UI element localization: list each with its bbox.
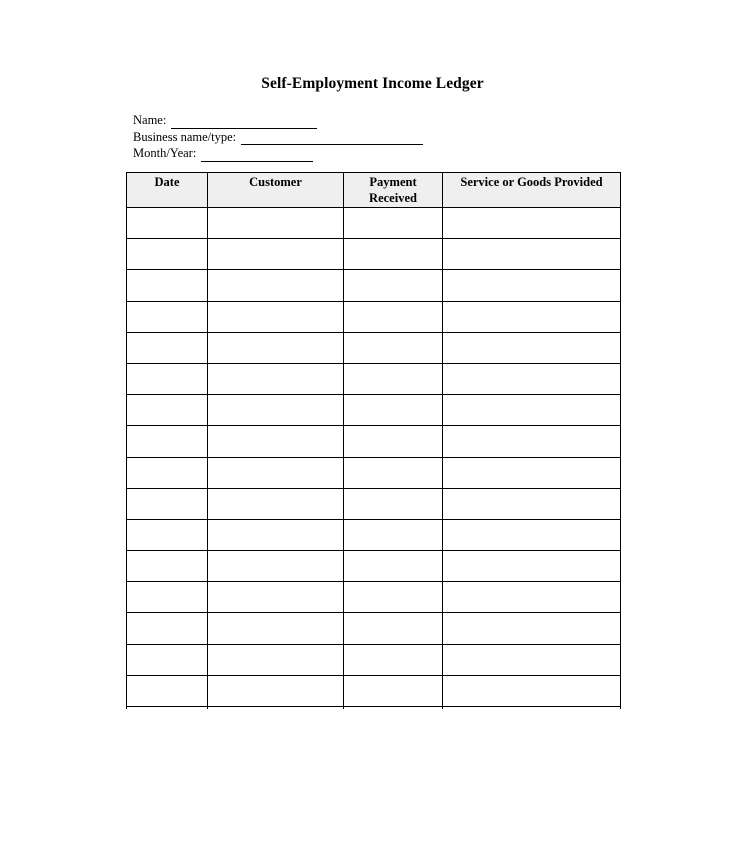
cell-customer[interactable]: [208, 239, 344, 270]
business-field[interactable]: [133, 129, 423, 146]
table-row: [127, 457, 621, 488]
cell-payment-received[interactable]: [344, 457, 443, 488]
col-header-service-goods: Service or Goods Provided: [443, 173, 621, 208]
cell-payment-received[interactable]: [344, 613, 443, 644]
cell-service-goods[interactable]: [443, 613, 621, 644]
cell-customer[interactable]: [208, 208, 344, 239]
cell-customer[interactable]: [208, 457, 344, 488]
cell-service-goods[interactable]: [443, 519, 621, 550]
cell-date[interactable]: [127, 675, 208, 706]
name-label: Name:: [133, 113, 167, 127]
cell-payment-received[interactable]: [344, 551, 443, 582]
cell-service-goods[interactable]: [443, 395, 621, 426]
cell-payment-received[interactable]: [344, 395, 443, 426]
table-row: [127, 395, 621, 426]
table-row: [127, 582, 621, 613]
cell-date[interactable]: [127, 426, 208, 457]
table-row-continuation: [127, 707, 621, 710]
cell-stub: [127, 707, 208, 710]
cell-payment-received[interactable]: [344, 488, 443, 519]
table-row: [127, 239, 621, 270]
cell-payment-received[interactable]: [344, 208, 443, 239]
cell-date[interactable]: [127, 457, 208, 488]
cell-payment-received[interactable]: [344, 301, 443, 332]
cell-stub: [344, 707, 443, 710]
month-year-line[interactable]: [201, 148, 313, 162]
ledger-header-row: [127, 173, 621, 208]
cell-customer[interactable]: [208, 582, 344, 613]
table-row: [127, 208, 621, 239]
cell-customer[interactable]: [208, 675, 344, 706]
cell-date[interactable]: [127, 613, 208, 644]
col-header-date: Date: [127, 173, 208, 208]
cell-payment-received[interactable]: [344, 519, 443, 550]
cell-service-goods[interactable]: [443, 301, 621, 332]
cell-service-goods[interactable]: [443, 582, 621, 613]
cell-customer[interactable]: [208, 519, 344, 550]
cell-service-goods[interactable]: [443, 488, 621, 519]
table-row: [127, 426, 621, 457]
cell-payment-received[interactable]: [344, 363, 443, 394]
cell-payment-received[interactable]: [344, 644, 443, 675]
cell-service-goods[interactable]: [443, 426, 621, 457]
table-row: [127, 301, 621, 332]
cell-date[interactable]: [127, 363, 208, 394]
cell-stub: [443, 707, 621, 710]
cell-payment-received[interactable]: [344, 239, 443, 270]
month-year-field[interactable]: [133, 145, 423, 162]
cell-service-goods[interactable]: [443, 332, 621, 363]
cell-date[interactable]: [127, 332, 208, 363]
cell-service-goods[interactable]: [443, 363, 621, 394]
table-row: [127, 519, 621, 550]
table-row: [127, 675, 621, 706]
cell-payment-received[interactable]: [344, 332, 443, 363]
cell-date[interactable]: [127, 270, 208, 301]
col-header-payment-received-text: Payment Received: [369, 175, 417, 205]
cell-customer[interactable]: [208, 395, 344, 426]
cell-customer[interactable]: [208, 270, 344, 301]
month-year-label: Month/Year:: [133, 146, 197, 160]
cell-payment-received[interactable]: [344, 426, 443, 457]
cell-date[interactable]: [127, 519, 208, 550]
cell-date[interactable]: [127, 488, 208, 519]
cell-payment-received[interactable]: [344, 582, 443, 613]
name-field[interactable]: [133, 112, 423, 129]
header-fields: [133, 112, 423, 162]
cell-service-goods[interactable]: [443, 270, 621, 301]
cell-service-goods[interactable]: [443, 457, 621, 488]
cell-date[interactable]: [127, 551, 208, 582]
table-row: [127, 488, 621, 519]
table-row: [127, 613, 621, 644]
table-row: [127, 551, 621, 582]
cell-customer[interactable]: [208, 332, 344, 363]
col-header-customer: Customer: [208, 173, 344, 208]
cell-date[interactable]: [127, 644, 208, 675]
table-row: [127, 363, 621, 394]
page-title: Self-Employment Income Ledger: [261, 75, 484, 92]
cell-service-goods[interactable]: [443, 208, 621, 239]
cell-payment-received[interactable]: [344, 675, 443, 706]
cell-date[interactable]: [127, 208, 208, 239]
cell-payment-received[interactable]: [344, 270, 443, 301]
cell-date[interactable]: [127, 301, 208, 332]
cell-customer[interactable]: [208, 363, 344, 394]
business-line[interactable]: [241, 131, 423, 145]
cell-service-goods[interactable]: [443, 644, 621, 675]
cell-customer[interactable]: [208, 644, 344, 675]
ledger-table: [126, 172, 621, 709]
table-row: [127, 332, 621, 363]
cell-customer[interactable]: [208, 426, 344, 457]
cell-customer[interactable]: [208, 613, 344, 644]
cell-service-goods[interactable]: [443, 239, 621, 270]
col-header-payment-received: [344, 173, 443, 208]
cell-service-goods[interactable]: [443, 551, 621, 582]
business-label: Business name/type:: [133, 129, 237, 144]
cell-stub: [208, 707, 344, 710]
cell-customer[interactable]: [208, 551, 344, 582]
table-row: [127, 270, 621, 301]
ledger-body: [127, 208, 621, 710]
cell-customer[interactable]: [208, 488, 344, 519]
table-row: [127, 644, 621, 675]
name-line[interactable]: [171, 115, 317, 129]
cell-customer[interactable]: [208, 301, 344, 332]
cell-service-goods[interactable]: [443, 675, 621, 706]
cell-date[interactable]: [127, 395, 208, 426]
cell-date[interactable]: [127, 239, 208, 270]
cell-date[interactable]: [127, 582, 208, 613]
